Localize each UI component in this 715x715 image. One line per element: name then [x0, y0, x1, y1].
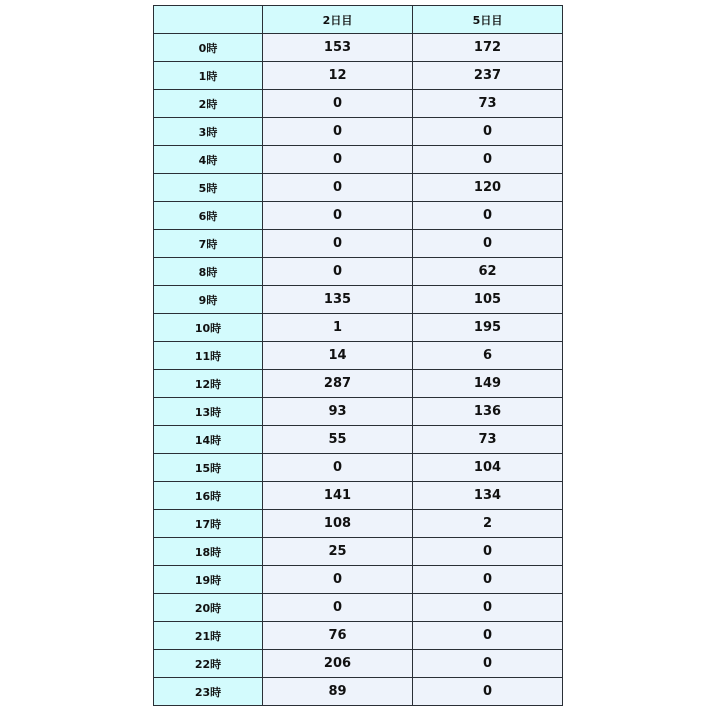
table-row [154, 62, 563, 90]
row-header-hour: 10時 [154, 314, 263, 342]
row-header-hour: 0時 [154, 34, 263, 62]
hourly-count-table [153, 5, 563, 706]
cell-day2-value: 0 [263, 454, 413, 482]
cell-day5-value: 120 [413, 174, 563, 202]
table-row [154, 482, 563, 510]
cell-day5-value: 62 [413, 258, 563, 286]
row-header-hour: 21時 [154, 622, 263, 650]
column-header-day5: 5日目 [413, 6, 563, 34]
table-row [154, 202, 563, 230]
row-header-hour: 9時 [154, 286, 263, 314]
row-header-hour: 4時 [154, 146, 263, 174]
header-row [154, 6, 563, 34]
cell-day5-value: 0 [413, 538, 563, 566]
cell-day2-value: 25 [263, 538, 413, 566]
column-header-day2: 2日目 [263, 6, 413, 34]
row-header-hour: 8時 [154, 258, 263, 286]
row-header-hour: 14時 [154, 426, 263, 454]
cell-day5-value: 0 [413, 622, 563, 650]
table-row [154, 174, 563, 202]
table-row [154, 34, 563, 62]
table-row [154, 118, 563, 146]
row-header-hour: 23時 [154, 678, 263, 706]
cell-day5-value: 195 [413, 314, 563, 342]
cell-day2-value: 206 [263, 650, 413, 678]
cell-day2-value: 76 [263, 622, 413, 650]
row-header-hour: 13時 [154, 398, 263, 426]
cell-day2-value: 55 [263, 426, 413, 454]
cell-day5-value: 105 [413, 286, 563, 314]
cell-day2-value: 93 [263, 398, 413, 426]
table-row [154, 650, 563, 678]
cell-day5-value: 73 [413, 90, 563, 118]
row-header-hour: 1時 [154, 62, 263, 90]
table-row [154, 230, 563, 258]
table-row [154, 314, 563, 342]
table-row [154, 90, 563, 118]
cell-day2-value: 0 [263, 90, 413, 118]
table-header [154, 6, 563, 34]
cell-day5-value: 2 [413, 510, 563, 538]
table-row [154, 398, 563, 426]
table-row [154, 678, 563, 706]
row-header-hour: 6時 [154, 202, 263, 230]
table-row [154, 370, 563, 398]
cell-day5-value: 149 [413, 370, 563, 398]
cell-day5-value: 0 [413, 146, 563, 174]
cell-day2-value: 12 [263, 62, 413, 90]
table-row [154, 342, 563, 370]
table-row [154, 146, 563, 174]
cell-day2-value: 0 [263, 230, 413, 258]
cell-day5-value: 0 [413, 118, 563, 146]
cell-day2-value: 135 [263, 286, 413, 314]
table-row [154, 538, 563, 566]
cell-day5-value: 0 [413, 230, 563, 258]
row-header-hour: 16時 [154, 482, 263, 510]
table-row [154, 566, 563, 594]
cell-day5-value: 172 [413, 34, 563, 62]
cell-day5-value: 0 [413, 594, 563, 622]
cell-day2-value: 287 [263, 370, 413, 398]
cell-day2-value: 0 [263, 594, 413, 622]
table-row [154, 286, 563, 314]
cell-day2-value: 153 [263, 34, 413, 62]
cell-day2-value: 0 [263, 146, 413, 174]
row-header-hour: 19時 [154, 566, 263, 594]
row-header-hour: 18時 [154, 538, 263, 566]
table-container [153, 5, 562, 706]
row-header-hour: 7時 [154, 230, 263, 258]
cell-day5-value: 0 [413, 202, 563, 230]
row-header-hour: 12時 [154, 370, 263, 398]
table-row [154, 454, 563, 482]
cell-day2-value: 108 [263, 510, 413, 538]
cell-day5-value: 104 [413, 454, 563, 482]
cell-day5-value: 6 [413, 342, 563, 370]
cell-day5-value: 0 [413, 678, 563, 706]
cell-day2-value: 141 [263, 482, 413, 510]
cell-day5-value: 134 [413, 482, 563, 510]
row-header-hour: 2時 [154, 90, 263, 118]
row-header-hour: 5時 [154, 174, 263, 202]
table-row [154, 426, 563, 454]
cell-day2-value: 0 [263, 566, 413, 594]
cell-day2-value: 1 [263, 314, 413, 342]
cell-day5-value: 73 [413, 426, 563, 454]
row-header-hour: 15時 [154, 454, 263, 482]
cell-day2-value: 0 [263, 202, 413, 230]
row-header-hour: 22時 [154, 650, 263, 678]
table-row [154, 622, 563, 650]
cell-day2-value: 89 [263, 678, 413, 706]
table-body [154, 34, 563, 706]
corner-cell [154, 6, 263, 34]
row-header-hour: 3時 [154, 118, 263, 146]
row-header-hour: 11時 [154, 342, 263, 370]
cell-day5-value: 0 [413, 566, 563, 594]
row-header-hour: 20時 [154, 594, 263, 622]
cell-day2-value: 0 [263, 258, 413, 286]
cell-day5-value: 0 [413, 650, 563, 678]
cell-day2-value: 14 [263, 342, 413, 370]
table-row [154, 510, 563, 538]
table-row [154, 594, 563, 622]
table-row [154, 258, 563, 286]
cell-day5-value: 136 [413, 398, 563, 426]
cell-day5-value: 237 [413, 62, 563, 90]
cell-day2-value: 0 [263, 174, 413, 202]
row-header-hour: 17時 [154, 510, 263, 538]
cell-day2-value: 0 [263, 118, 413, 146]
